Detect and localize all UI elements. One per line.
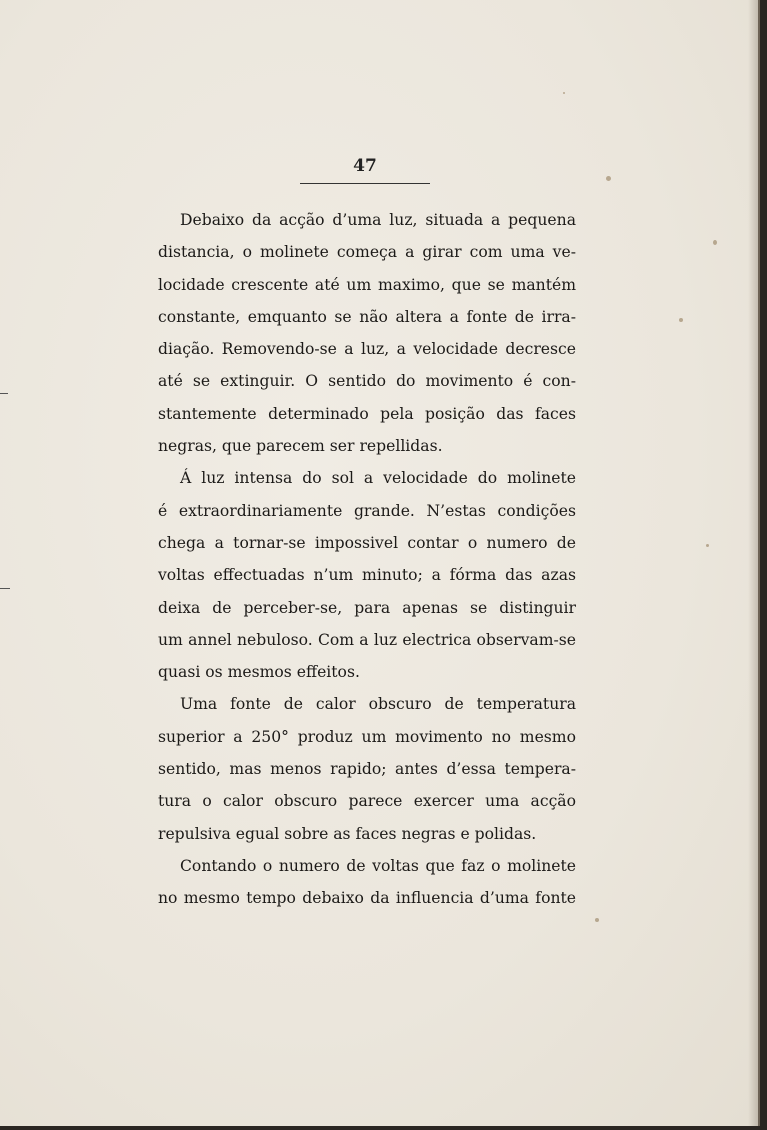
text-line: voltas effectuadas n’um minuto; a fórma das azas [158,566,576,585]
paper-speck [679,318,683,322]
page-edge-shadow [748,0,758,1126]
text-line: superior a 250° produz um movimento no mesmo [158,727,576,746]
text-line: quasi os mesmos effeitos. [158,663,360,682]
body-text [158,204,576,915]
text-line: sentido, mas menos rapido; antes d’essa tempera- [158,760,576,779]
text-line: deixa de perceber-se, para apenas se distinguir [158,598,576,617]
paper-speck [713,240,717,245]
paper-speck [706,544,709,547]
paper-speck [606,176,611,181]
text-line: distancia, o molinete começa a girar com uma ve- [158,243,576,262]
margin-mark [0,588,10,589]
text-line: stantemente determinado pela posição das faces [158,404,576,423]
paper-speck [595,918,599,922]
paper-speck [563,92,565,94]
text-line: Debaixo da acção d’uma luz, situada a pequena [180,211,576,229]
page-number: 47 [353,156,377,176]
text-line: no mesmo tempo debaixo da influencia d’uma fonte [158,889,576,908]
text-line: locidade crescente até um maximo, que se mantém [158,275,576,294]
text-line: negras, que parecem ser repellidas. [158,437,443,456]
margin-mark [0,393,8,394]
text-line: tura o calor obscuro parece exercer uma acção [158,792,576,811]
text-line: é extraordinariamente grande. N’estas condições [158,501,576,520]
text-line: até se extinguir. O sentido do movimento é con- [158,372,576,391]
text-line: Contando o numero de voltas que faz o molinete [180,856,576,875]
text-line: chega a tornar-se impossivel contar o numero de [158,533,576,552]
text-line: repulsiva egual sobre as faces negras e polidas. [158,824,537,843]
text-line: um annel nebuloso. Com a luz electrica observam-se [158,630,576,649]
text-line: Á luz intensa do sol a velocidade do molinete [180,469,576,488]
text-line: diação. Removendo-se a luz, a velocidade decresce [158,340,576,359]
text-line: Uma fonte de calor obscuro de temperatura [180,695,576,714]
text-line: constante, emquanto se não altera a fonte de irra- [158,307,576,326]
header-rule [300,183,430,184]
